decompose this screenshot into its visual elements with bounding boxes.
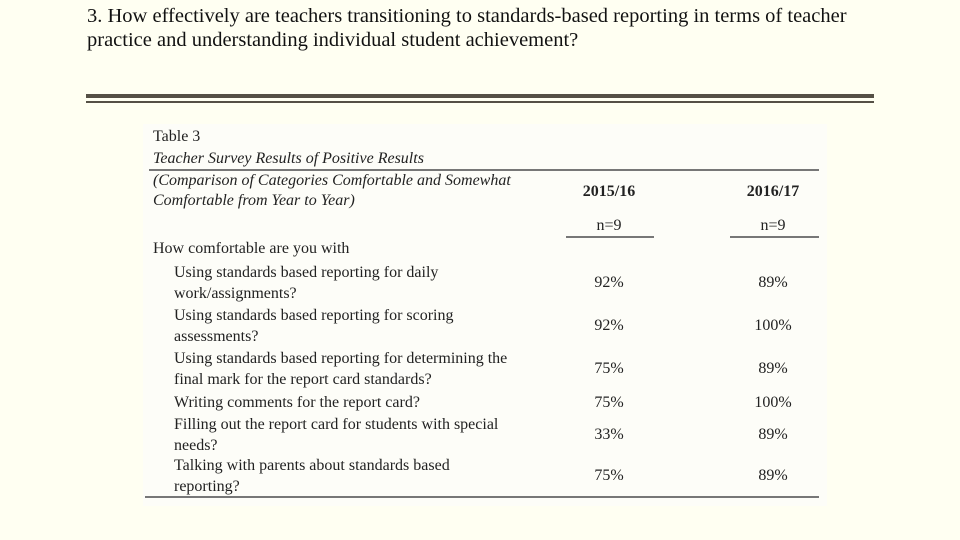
row-label-line1: Using standards based reporting for determining the (174, 350, 508, 367)
row-value-2016-17: 89% (758, 426, 788, 443)
table-caption: Teacher Survey Results of Positive Results (153, 150, 424, 167)
row-value-2015-16: 33% (594, 426, 624, 443)
column-header-2015-16: 2015/16 (582, 183, 636, 200)
row-value-2015-16: 75% (594, 360, 624, 377)
row-value-2015-16: 92% (594, 274, 624, 291)
n-rule-1 (566, 236, 654, 238)
column-n-2015-16: n=9 (596, 217, 622, 234)
survey-table (143, 124, 827, 506)
table-subcaption-1: (Comparison of Categories Comfortable and Somewhat (153, 172, 511, 189)
row-value-2016-17: 100% (754, 317, 792, 334)
section-heading: How comfortable are you with (153, 240, 350, 257)
row-label-line2: assessments? (174, 328, 259, 345)
row-label-line2: final mark for the report card standards? (174, 371, 432, 388)
row-value-2016-17: 100% (754, 394, 792, 411)
row-label-line2: reporting? (174, 478, 240, 495)
row-value-2016-17: 89% (758, 274, 788, 291)
row-value-2015-16: 92% (594, 317, 624, 334)
row-label-line1: Talking with parents about standards based (174, 457, 450, 474)
table-label: Table 3 (153, 128, 201, 145)
n-rule-2 (730, 236, 819, 238)
caption-rule (149, 169, 819, 171)
row-value-2015-16: 75% (594, 394, 624, 411)
table-subcaption-2: Comfortable from Year to Year) (153, 192, 355, 209)
row-value-2015-16: 75% (594, 467, 624, 484)
table-bottom-rule (145, 496, 819, 498)
row-value-2016-17: 89% (758, 467, 788, 484)
row-label-line2: work/assignments? (174, 285, 297, 302)
row-label-line2: needs? (174, 437, 218, 454)
divider-thick (86, 94, 874, 98)
slide-title: 3. How effectively are teachers transitioning to standards-based reporting in terms of teacher practice and understanding individual student achievement? (87, 5, 847, 51)
divider-thin (86, 101, 874, 103)
column-n-2016-17: n=9 (760, 217, 786, 234)
row-label-line1: Using standards based reporting for scoring (174, 307, 454, 324)
row-label-line1: Writing comments for the report card? (174, 394, 420, 411)
row-label-line1: Filling out the report card for students with special (174, 416, 499, 433)
row-value-2016-17: 89% (758, 360, 788, 377)
column-header-2016-17: 2016/17 (746, 183, 800, 200)
row-label-line1: Using standards based reporting for daily (174, 264, 439, 281)
